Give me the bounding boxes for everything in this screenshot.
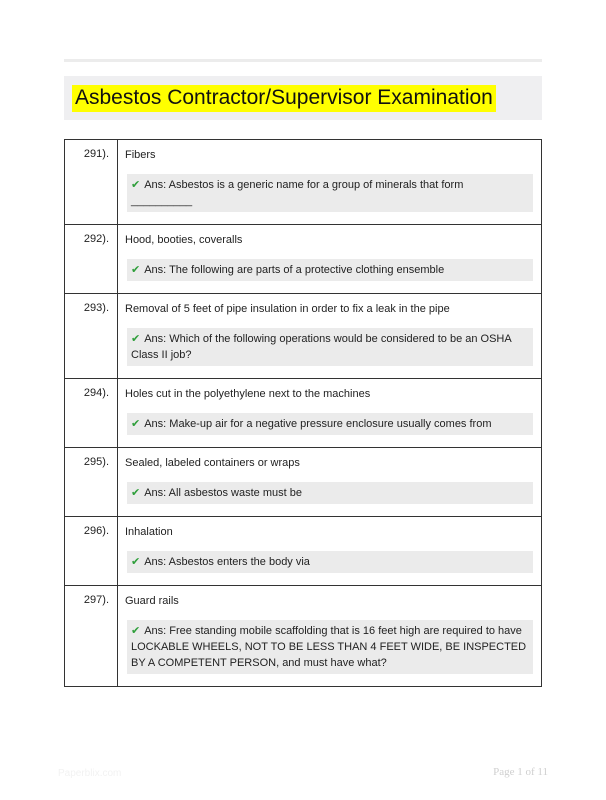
- question-number: 297).: [65, 586, 118, 687]
- page-title: Asbestos Contractor/Supervisor Examination: [72, 85, 496, 112]
- answer-box: [127, 259, 533, 281]
- checkmark-icon: ✔: [131, 179, 141, 191]
- question-number: 295).: [65, 448, 118, 517]
- question-number: 293).: [65, 294, 118, 379]
- question-content: [118, 517, 542, 586]
- table-row: [65, 586, 542, 687]
- answer-text: Ans: Free standing mobile scaffolding that is 16 feet high are required to have LOCKABLE WHEELS, NOT TO BE LESS THAN 4 FEET WIDE, BE INSPECTED BY A COMPETENT PERSON, and must have what?: [131, 625, 527, 669]
- question-term: Hood, booties, coveralls: [125, 234, 243, 246]
- table-row: [65, 294, 542, 379]
- checkmark-icon: ✔: [131, 487, 141, 499]
- question-term: Sealed, labeled containers or wraps: [125, 457, 300, 469]
- question-number: 291).: [65, 140, 118, 225]
- answer-text: Ans: Which of the following operations would be considered to be an OSHA Class II job?: [131, 333, 512, 361]
- answer-box: [127, 482, 533, 504]
- answer-text: Ans: Asbestos is a generic name for a group of minerals that form __________: [131, 179, 464, 207]
- footer-watermark: Paperblix.com: [58, 768, 122, 779]
- answer-text: Ans: All asbestos waste must be: [144, 487, 302, 499]
- question-number: 296).: [65, 517, 118, 586]
- answer-text: Ans: The following are parts of a protective clothing ensemble: [144, 264, 445, 276]
- question-number: 294).: [65, 379, 118, 448]
- answer-box: [127, 620, 533, 674]
- question-term: Guard rails: [125, 595, 179, 607]
- table-row: [65, 379, 542, 448]
- table-row: [65, 517, 542, 586]
- question-content: [118, 448, 542, 517]
- question-content: [118, 586, 542, 687]
- top-divider: [64, 59, 542, 62]
- question-content: [118, 294, 542, 379]
- question-term: Fibers: [125, 149, 156, 161]
- checkmark-icon: ✔: [131, 556, 141, 568]
- answer-text: Ans: Make-up air for a negative pressure enclosure usually comes from: [144, 418, 492, 430]
- question-content: [118, 140, 542, 225]
- qa-table: [64, 139, 542, 687]
- checkmark-icon: ✔: [131, 333, 141, 345]
- question-term: Inhalation: [125, 526, 173, 538]
- checkmark-icon: ✔: [131, 625, 141, 637]
- answer-box: [127, 328, 533, 366]
- checkmark-icon: ✔: [131, 418, 141, 430]
- answer-box: [127, 174, 533, 212]
- table-row: [65, 140, 542, 225]
- table-row: [65, 448, 542, 517]
- question-term: Removal of 5 feet of pipe insulation in order to fix a leak in the pipe: [125, 303, 450, 315]
- table-row: [65, 225, 542, 294]
- question-content: [118, 379, 542, 448]
- page-number: Page 1 of 11: [493, 766, 548, 778]
- answer-box: [127, 413, 533, 435]
- answer-box: [127, 551, 533, 573]
- question-term: Holes cut in the polyethylene next to the machines: [125, 388, 371, 400]
- title-banner: [64, 76, 542, 120]
- question-number: 292).: [65, 225, 118, 294]
- answer-text: Ans: Asbestos enters the body via: [144, 556, 310, 568]
- question-content: [118, 225, 542, 294]
- checkmark-icon: ✔: [131, 264, 141, 276]
